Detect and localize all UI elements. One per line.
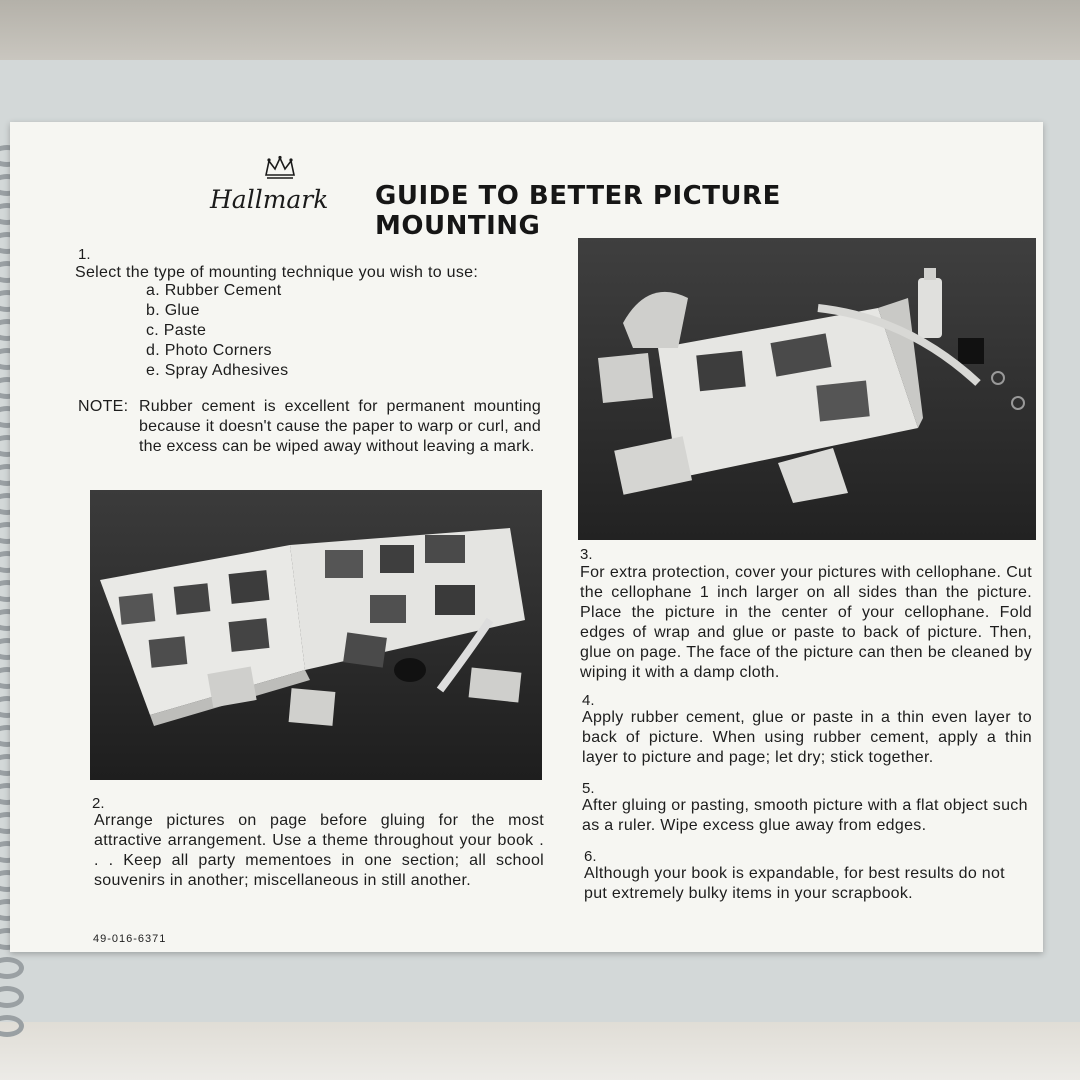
step5-number: 5. — [582, 780, 595, 797]
note-label: NOTE: — [78, 398, 129, 415]
step5-text: After gluing or pasting, smooth picture with a flat object such as a ruler. Wipe excess glue away from edges. — [582, 797, 1028, 834]
page-title: GUIDE TO BETTER PICTURE MOUNTING — [375, 181, 781, 241]
catalog-code: 49-016-6371 — [93, 933, 167, 945]
crown-icon — [263, 155, 297, 181]
option-item: c. Paste — [146, 322, 207, 339]
step1-text: Select the type of mounting technique you wish to use: — [75, 264, 479, 281]
background-top — [0, 0, 1080, 60]
page-header — [210, 155, 910, 241]
step3-text: For extra protection, cover your pictures with cellophane. Cut the cellophane 1 inch larger on all sides than the picture. Place the picture in the center of your cellophane. Fold edges of wrap and glue or paste to back of picture. Then, glue on page. The face of the picture can then be cleaned by wiping it with a damp cloth. — [580, 564, 1032, 681]
binding-ring — [0, 986, 24, 1008]
step1-number: 1. — [78, 246, 91, 263]
hallmark-logo: Hallmark — [210, 185, 329, 214]
album-photo — [90, 490, 542, 780]
option-item: b. Glue — [146, 302, 200, 319]
step2-number: 2. — [92, 795, 105, 812]
binding-ring — [0, 957, 24, 979]
step4-text: Apply rubber cement, glue or paste in a thin even layer to back of picture. When using rubber cement, apply a thin layer to picture and page; let dry; stick together. — [582, 709, 1032, 766]
step6-text: Although your book is expandable, for best results do not put extremely bulky items in your scrapbook. — [584, 865, 1005, 902]
option-item: e. Spray Adhesives — [146, 362, 289, 379]
note-text: Rubber cement is excellent for permanent mounting because it doesn't cause the paper to warp or curl, and the excess can be wiped away without leaving a mark. — [139, 398, 541, 455]
mounting-options-list — [146, 281, 288, 381]
step3-number: 3. — [580, 546, 593, 563]
option-item: d. Photo Corners — [146, 342, 272, 359]
step4-number: 4. — [582, 692, 595, 709]
option-item: a. Rubber Cement — [146, 282, 282, 299]
supplies-photo — [578, 238, 1036, 540]
step2-text: Arrange pictures on page before gluing for the most attractive arrangement. Use a theme throughout your book . . . Keep all party mementoes in one section; all school souvenirs in another; miscellaneous in still another. — [94, 812, 544, 889]
background-bottom — [0, 1022, 1080, 1080]
step6-number: 6. — [584, 848, 597, 865]
